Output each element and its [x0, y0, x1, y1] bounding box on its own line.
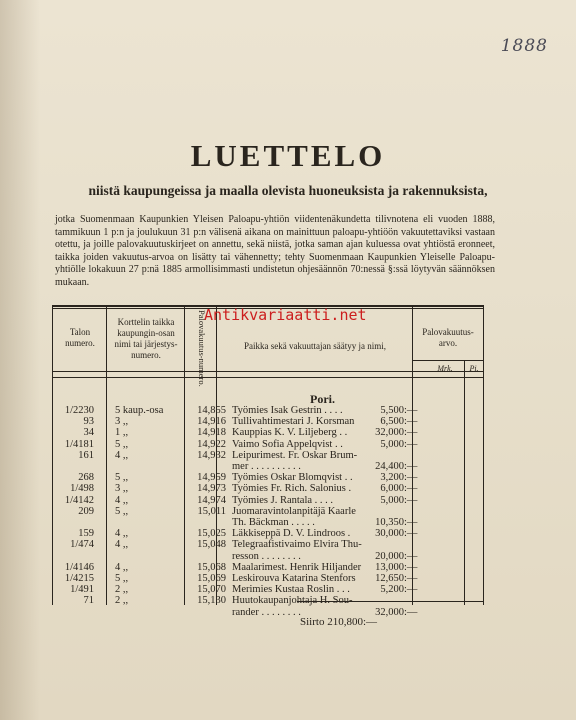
insured-name-cell: Kauppias K. V. Liljeberg . .	[232, 427, 348, 439]
value-dash-cell: :—	[404, 405, 418, 416]
value-dash-cell: :—	[404, 494, 418, 506]
table-row	[52, 507, 484, 518]
block-cell: 4 ,,	[115, 561, 129, 573]
insured-name-cell: Läkkiseppä D. V. Lindroos .	[232, 528, 351, 540]
table-row	[52, 596, 484, 607]
insurance-number-cell: 14,922	[197, 438, 226, 450]
table-row	[52, 484, 484, 495]
document-title: LUETTELO	[190, 138, 386, 173]
insured-name-cell: Huutokaupanjohtaja H. Sou-	[232, 595, 353, 607]
insured-value-cell: 3,200	[380, 472, 404, 484]
insured-name-cell: Työmies Fr. Rich. Salonius .	[232, 483, 352, 495]
header-arvo: Palovakuutus-arvo.	[422, 327, 474, 348]
insured-name-cell: Th. Bäckman . . . . .	[232, 517, 315, 528]
header-paikka: Paikka sekä vakuuttajan säätyy ja nimi,	[244, 341, 386, 351]
table-row	[52, 417, 484, 428]
insurance-number-cell: 14,932	[197, 449, 226, 461]
insured-value-cell: 5,000	[380, 438, 404, 450]
insurance-number-cell: 14,973	[197, 483, 226, 495]
insured-name-cell: Tullivahtimestari J. Korsman	[232, 416, 355, 428]
city-heading: Pori.	[310, 392, 335, 406]
insurance-number-cell: 15,025	[197, 528, 226, 540]
insured-name-cell: Työmies Isak Gestrin . . . .	[232, 405, 343, 416]
insurance-number-cell: 14,918	[197, 427, 226, 439]
house-number-cell: 209	[78, 505, 94, 517]
insured-name-cell: Työmies Oskar Blomqvist . .	[232, 472, 353, 484]
table-row	[52, 518, 484, 529]
table-row	[52, 473, 484, 484]
value-dash-cell: :—	[404, 438, 418, 450]
block-cell: 3 ,,	[115, 483, 129, 495]
block-cell: 2 ,,	[115, 584, 129, 596]
insured-name-cell: Työmies J. Rantala . . . .	[232, 494, 334, 506]
table-row	[52, 529, 484, 540]
table-row	[52, 462, 484, 473]
header-palovakuutus-numero: Palovakuutus-numero.	[197, 310, 207, 387]
table-row	[52, 406, 484, 417]
value-dash-cell: :—	[404, 550, 418, 562]
house-number-cell: 159	[78, 528, 94, 540]
insured-name-cell: Leipurimest. Fr. Oskar Brum-	[232, 449, 358, 461]
header-penni: Pi.	[469, 364, 479, 373]
house-number-cell: 71	[83, 595, 94, 607]
value-dash-cell: :—	[404, 606, 418, 618]
insured-name-cell: Vaimo Sofia Appelqvist . .	[232, 438, 343, 450]
table-row	[52, 428, 484, 439]
watermark-text: Antikvariaatti.net	[204, 306, 367, 324]
block-cell: 4 ,,	[115, 539, 129, 551]
house-number-cell: 1/498	[70, 483, 94, 495]
insured-value-cell: 5,000	[380, 494, 404, 506]
insured-name-cell: Maalarimest. Henrik Hiljander	[232, 561, 362, 573]
insurance-number-cell: 14,855	[197, 405, 226, 416]
insured-name-cell: mer . . . . . . . . . .	[232, 461, 301, 472]
insurance-number-cell: 15,069	[197, 573, 226, 584]
value-dash-cell: :—	[404, 427, 418, 439]
insured-value-cell: 32,000	[375, 427, 404, 439]
block-cell: 5 kaup.-osa	[115, 405, 164, 416]
insured-value-cell: 13,000	[375, 561, 404, 573]
table-row	[52, 451, 484, 462]
block-cell: 5 ,,	[115, 472, 129, 484]
header-markka: Mrk.	[437, 364, 453, 373]
insured-name-cell: resson . . . . . . . .	[232, 550, 301, 562]
value-dash-cell: :—	[404, 561, 418, 573]
block-cell: 5 ,,	[115, 573, 129, 584]
value-dash-cell: :—	[404, 584, 418, 596]
insured-value-cell: 6,000	[380, 483, 404, 495]
siirto-total: Siirto 210,800:—	[300, 616, 378, 628]
page-fold-shadow	[0, 0, 40, 720]
document-subtitle: niistä kaupungeissa ja maalla olevista huoneuksista ja rakennuksista,	[88, 183, 488, 198]
header-talo: Talon numero.	[65, 327, 95, 348]
value-dash-cell: :—	[404, 483, 418, 495]
table-row	[52, 585, 484, 596]
block-cell: 2 ,,	[115, 595, 129, 607]
insured-value-cell: 5,200	[380, 584, 404, 596]
house-number-cell: 268	[78, 472, 94, 484]
table-row	[52, 608, 484, 619]
house-number-cell: 1/4215	[64, 573, 94, 584]
house-number-cell: 161	[78, 449, 94, 461]
house-number-cell: 93	[83, 416, 94, 428]
insured-value-cell: 10,350	[375, 517, 404, 528]
header-korttelin: Korttelin taikka kaupungin-osan nimi tai järjestys-numero.	[114, 317, 178, 360]
value-dash-cell: :—	[404, 517, 418, 528]
house-number-cell: 1/4142	[64, 494, 94, 506]
table-row	[52, 563, 484, 574]
house-number-cell: 34	[83, 427, 94, 439]
insured-value-cell: 24,400	[375, 461, 404, 472]
insured-name-cell: Merimies Kustaa Roslin . . .	[232, 584, 350, 596]
value-dash-cell: :—	[404, 416, 418, 428]
block-cell: 4 ,,	[115, 528, 129, 540]
insured-value-cell: 6,500	[380, 416, 404, 428]
table-row	[52, 540, 484, 551]
table-row	[52, 574, 484, 585]
insured-name-cell: Leskirouva Katarina Stenfors	[232, 573, 356, 584]
house-number-cell: 1/2230	[64, 405, 94, 416]
block-cell: 4 ,,	[115, 449, 129, 461]
block-cell: 1 ,,	[115, 427, 129, 439]
house-number-cell: 1/4146	[64, 561, 94, 573]
insured-value-cell: 12,650	[375, 573, 404, 584]
value-dash-cell: :—	[404, 528, 418, 540]
insurance-number-cell: 14,959	[197, 472, 226, 484]
insured-value-cell: 32,000	[375, 606, 404, 618]
value-dash-cell: :—	[404, 472, 418, 484]
insurance-number-cell: 15,048	[197, 539, 226, 551]
house-number-cell: 1/474	[70, 539, 94, 551]
insurance-number-cell: 15,070	[197, 584, 226, 596]
table-row	[52, 552, 484, 563]
insured-name-cell: rander . . . . . . . .	[232, 606, 301, 618]
insured-value-cell: 5,500	[380, 405, 404, 416]
house-number-cell: 1/4181	[64, 438, 94, 450]
insurance-number-cell: 15,130	[197, 595, 226, 607]
table-row	[52, 496, 484, 507]
value-dash-cell: :—	[404, 461, 418, 472]
insurance-number-cell: 15,011	[197, 505, 226, 517]
insured-value-cell: 30,000	[375, 528, 404, 540]
house-number-cell: 1/491	[70, 584, 94, 596]
intro-paragraph: jotka Suomenmaan Kaupunkien Yleisen Paloapu-yhtiön viidentenäkundetta tilivnotena eli vuoden 1888, tammikuun 1 p:n ja joulukuun 31 p:n välisenä aikana on mainittuun paloapu-yhtiöön vakuutettaviksi vastaan otettu, ja joille palovakuutuskirjeet on annettu, sekä niistä, jotka saman ajan kuluessa ovat yhtiöstä eronneet, taikka joiden vakuutus-arvoa on lisätty tai vähennetty; tehty Suomenmaan Kaupunkien Yleiselle Paloapu-yhtiölle lokakuun 27 p:nä 1885 armollisimmasti undistetun ohjesäännön 70:nessä §:ssä löytyvän säännöksen mukaan.	[55, 214, 495, 288]
block-cell: 4 ,,	[115, 494, 129, 506]
insured-value-cell: 20,000	[375, 550, 404, 562]
insurance-number-cell: 14,974	[197, 494, 226, 506]
block-cell: 5 ,,	[115, 438, 129, 450]
table-row	[52, 440, 484, 451]
handwritten-year: 1888	[500, 36, 548, 56]
insurance-number-cell: 15,068	[197, 561, 226, 573]
insurance-number-cell: 14,916	[197, 416, 226, 428]
block-cell: 5 ,,	[115, 505, 129, 517]
insured-name-cell: Telegraafistivaimo Elvira Thu-	[232, 539, 362, 551]
block-cell: 3 ,,	[115, 416, 129, 428]
insured-name-cell: Juomaravintolanpitäjä Kaarle	[232, 505, 356, 517]
value-dash-cell: :—	[404, 573, 418, 584]
